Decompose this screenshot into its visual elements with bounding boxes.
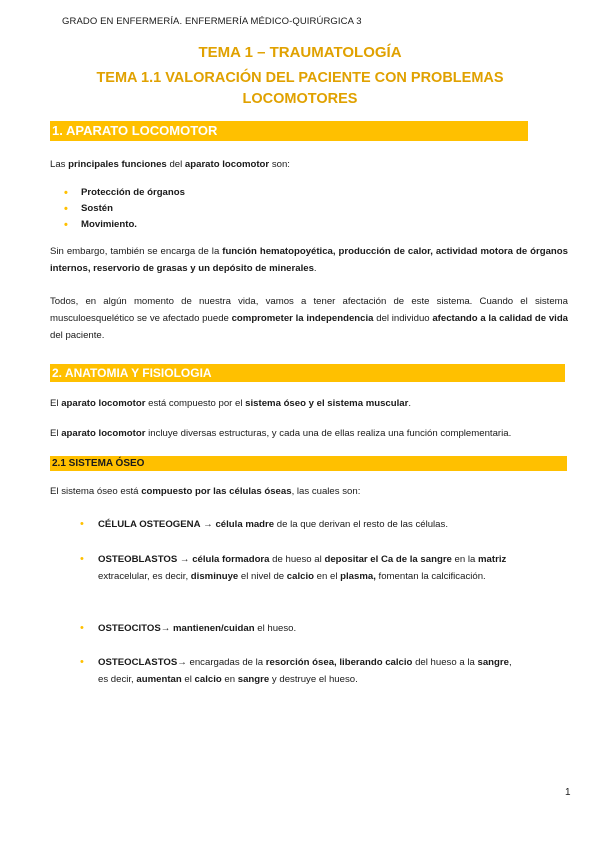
document-title: TEMA 1 – TRAUMATOLOGÍA <box>198 44 402 61</box>
paragraph-other-functions: Sin embargo, también se encarga de la función hematopoyética, producción de calor, actividad motora de órganos internos, reservorio de grasas y un depósito de minerales. <box>50 246 568 274</box>
list-item: • Movimiento. <box>64 217 185 233</box>
list-item: OSTEOCLASTOS→ encargadas de la resorción ósea, liberando calcio del hueso a la sangre, es decir, aumentan el calcio en sangre y destruye el hueso. <box>98 657 512 685</box>
paragraph-bone-cells-intro: El sistema óseo está compuesto por las células óseas, las cuales son: <box>50 486 361 497</box>
functions-list <box>64 185 185 233</box>
section-heading-aparato-locomotor: 1. APARATO LOCOMOTOR <box>50 121 528 141</box>
bullet-icon: • <box>80 518 84 530</box>
running-header: GRADO EN ENFERMERÍA. ENFERMERÍA MÉDICO-QUIRÚRGICA 3 <box>62 16 362 27</box>
list-item: OSTEOBLASTOS → célula formadora de hueso al depositar el Ca de la sangre en la matriz extracelular, es decir, disminuye el nivel de calcio en el plasma, fomentan la calcificación. <box>98 554 507 582</box>
list-item: OSTEOCITOS→ mantienen/cuidan el hueso. <box>98 623 297 634</box>
paragraph-affectation: Todos, en algún momento de nuestra vida, vamos a tener afectación de este sistema. Cuando el sistema musculoesquelético se ve afectado puede comprometer la independencia del individuo afectando a la calidad de vida del paciente. <box>50 296 569 341</box>
list-item: • Sostén <box>64 201 185 217</box>
bullet-icon: • <box>80 553 84 565</box>
bullet-icon: • <box>80 656 84 668</box>
list-item: CÉLULA OSTEOGENA → célula madre de la que derivan el resto de las células. <box>98 519 448 530</box>
list-item: • Protección de órganos <box>64 185 185 201</box>
document-subtitle: TEMA 1.1 VALORACIÓN DEL PACIENTE CON PROBLEMAS LOCOMOTORES <box>96 70 504 107</box>
paragraph-functions-intro: Las principales funciones del aparato locomotor son: <box>50 159 290 170</box>
subsection-heading-sistema-oseo: 2.1 SISTEMA ÓSEO <box>50 456 567 471</box>
bullet-icon: • <box>80 622 84 634</box>
section-heading-anatomia: 2. ANATOMIA Y FISIOLOGIA <box>50 364 565 382</box>
paragraph-structures: El aparato locomotor incluye diversas estructuras, y cada una de ellas realiza una función complementaria. <box>50 428 512 439</box>
page-number: 1 <box>565 787 571 798</box>
paragraph-composition: El aparato locomotor está compuesto por el sistema óseo y el sistema muscular. <box>50 398 412 409</box>
